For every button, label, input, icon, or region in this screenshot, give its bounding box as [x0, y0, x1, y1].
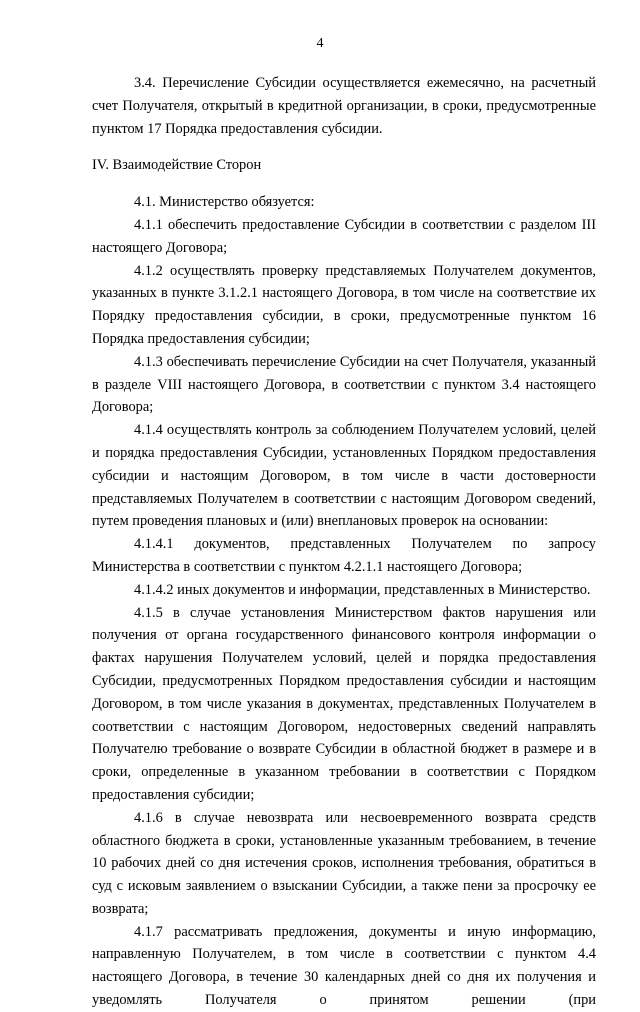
page-number: 4: [316, 36, 324, 51]
paragraph-4-1-4: 4.1.4 осуществлять контроль за соблюдением Получателем условий, целей и порядка предоставления Субсидии, установленных Порядком предоставления субсидии и настоящим Договором, в том числе в части достоверности представляемых Получателем в соответствии с настоящим Договором сведений, путем проведения плановых и (или) внеплановых проверок на основании:: [92, 422, 596, 530]
paragraph-4-1-3: 4.1.3 обеспечивать перечисление Субсидии на счет Получателя, указанный в разделе VIII настоящего Договора, в соответствии с пунктом 3.4 настоящего Договора;: [92, 353, 596, 416]
paragraph-4-1-2: 4.1.2 осуществлять проверку представляемых Получателем документов, указанных в пункте 3.1.2.1 настоящего Договора, в том числе на соответствие их Порядку предоставления субсидии, в сроки, предусмотренные пунктом 16 Порядка предоставления субсидии;: [92, 262, 596, 347]
paragraph-4-1-5: 4.1.5 в случае установления Министерством фактов нарушения или получения от органа государственного финансового контроля информации о фактах нарушения Получателем условий, целей и порядка предоставления Субсидии, предусмотренных Порядком предоставления субсидии и настоящим Договором, в том числе указания в документах, представленных Получателем в соответствии с настоящим Договором, недостоверных сведений направлять Получателю требование о возврате Субсидии в областной бюджет в размере и в сроки, определенные в указанном требовании в соответствии с Порядком предоставления субсидии;: [92, 604, 596, 803]
paragraph-4-1-4-2: 4.1.4.2 иных документов и информации, представленных в Министерство.: [134, 581, 591, 598]
section-heading: IV. Взаимодействие Сторон: [92, 157, 262, 174]
paragraph-4-1-7: 4.1.7 рассматривать предложения, документы и иную информацию, направленную Получателем, в том числе в соответствии с пунктом 4.4 настоящего Договора, в течение 30 календарных дней со дня их получения и уведомлять Получателя о принятом решении (при: [92, 923, 596, 1009]
paragraph-3-4: 3.4. Перечисление Субсидии осуществляется ежемесячно, на расчетный счет Получателя, открытый в кредитной организации, в сроки, предусмотренные пунктом 17 Порядка предоставления субсидии.: [92, 75, 596, 137]
paragraph-4-1: 4.1. Министерство обязуется:: [134, 194, 315, 211]
paragraph-4-1-1: 4.1.1 обеспечить предоставление Субсидии в соответствии с разделом III настоящего Договора;: [92, 216, 596, 256]
paragraph-4-1-4-1: 4.1.4.1 документов, представленных Получателем по запросу Министерства в соответствии с пунктом 4.2.1.1 настоящего Договора;: [92, 536, 596, 575]
document-body: [92, 72, 596, 1012]
paragraph-4-1-6: 4.1.6 в случае невозврата или несвоевременного возврата средств областного бюджета в сроки, установленные указанным требованием, в течение 10 рабочих дней со дня истечения сроков, исполнения требования, обратиться в суд с исковым заявлением о взыскании Субсидии, а также пени за просрочку ее возврата;: [92, 809, 596, 917]
